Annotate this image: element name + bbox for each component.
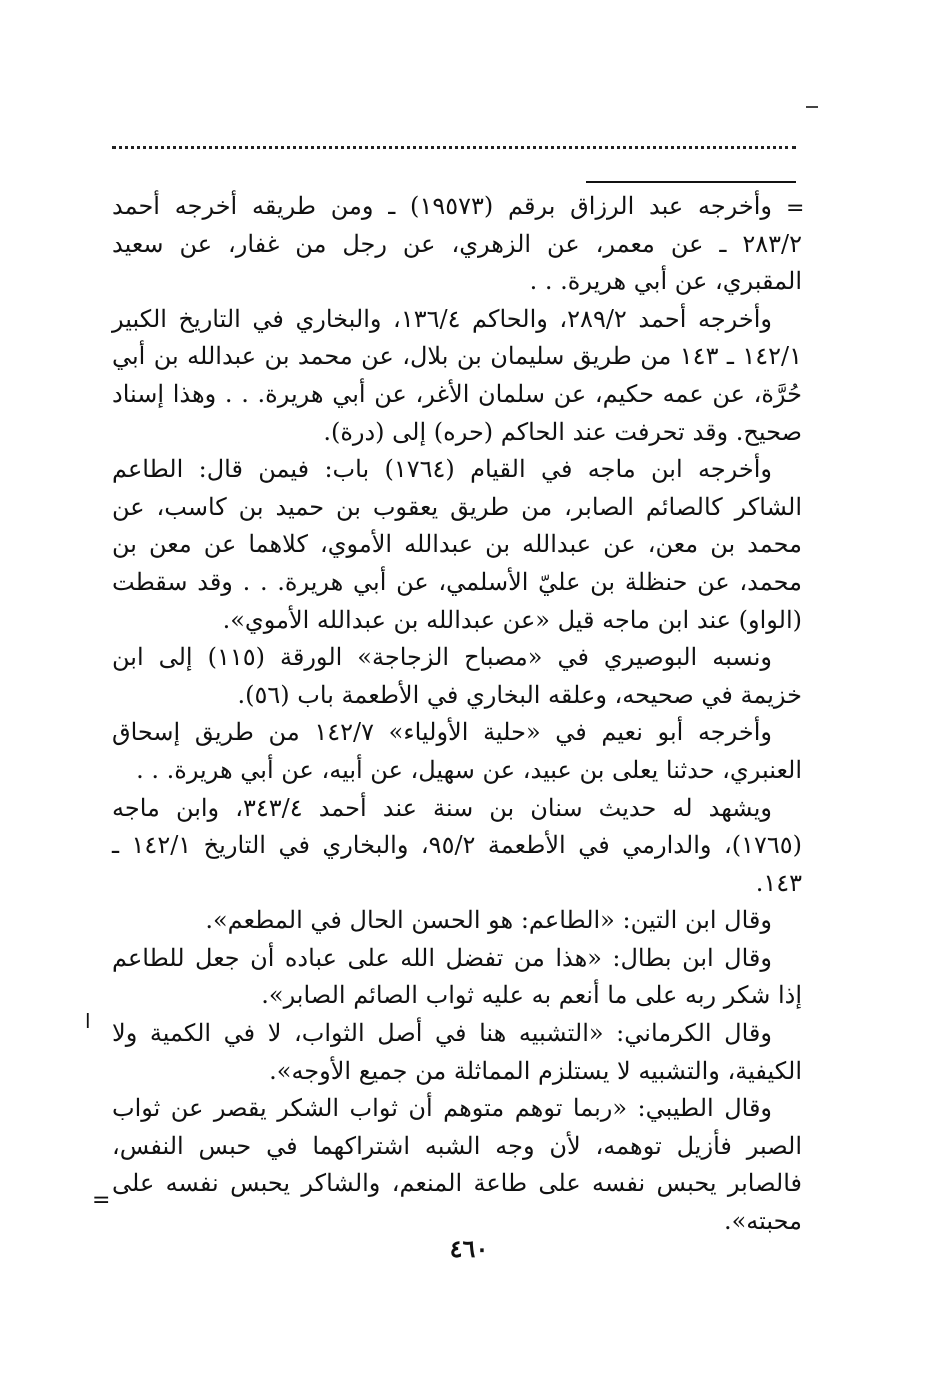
footnote-rule: [586, 181, 796, 183]
footnote-paragraph: وأخرجه أبو نعيم في «حلية الأولياء» ١٤٢/٧ من طريق إسحاق العنبري، حدثنا يعلى بن عبيد، عن سهيل، عن أبيه، عن أبي هريرة. . .: [112, 718, 802, 784]
footnote-paragraph: وأخرجه عبد الرزاق برقم (١٩٥٧٣) ـ ومن طريقه أخرجه أحمد ٢٨٣/٢ ـ عن معمر، عن الزهري، عن رجل من غفار، عن سعيد المقبري، عن أبي هريرة. . .: [112, 192, 802, 296]
footnote-paragraph: ونسبه البوصيري في «مصباح الزجاجة» الورقة (١١٥) إلى ابن خزيمة في صحيحه، وعلقه البخاري في الأطعمة باب (٥٦).: [112, 643, 802, 709]
footnote-paragraph: وقال الكرماني: «التشبيه هنا في أصل الثواب، لا في الكمية ولا الكيفية، والتشبيه لا يستلزم المماثلة من جميع الأوجه».: [112, 1019, 802, 1085]
page-number: ٤٦٠: [449, 1234, 489, 1263]
footnote-continuation-marker: =: [786, 196, 805, 221]
footnote-paragraph: وأخرجه أحمد ٢٨٩/٢، والحاكم ١٣٦/٤، والبخاري في التاريخ الكبير ١٤٢/١ ـ ١٤٣ من طريق سليمان بن بلال، عن محمد بن عبدالله بن أبي حُرَّة، عن عمه حكيم، عن سلمان الأغر، عن أبي هريرة. . . وهذا إسناد صحيح. وقد تحرفت عند الحاكم (حره) إلى (درة).: [112, 304, 803, 446]
footnote-paragraph: وقال ابن بطال: «هذا من تفضل الله على عباده أن جعل للطاعم إذا شكر ربه على ما أنعم به عليه ثواب الصائم الصابر».: [112, 943, 802, 1010]
footnote-paragraph: ويشهد له حديث سنان بن سنة عند أحمد ٣٤٣/٤، وابن ماجه (١٧٦٥)، والدارمي في الأطعمة ٩٥/٢، والبخاري في التاريخ ١٤٢/١ ـ ١٤٣.: [112, 793, 802, 897]
footnote-paragraph: وقال الطيبي: «ربما توهم متوهم أن ثواب الشكر يقصر عن ثواب الصبر فأزيل توهمه، لأن وجه الشبه اشتراكهما في حبس النفس، فالصابر يحبس نفسه على طاعة المنعم، والشاكر يحبس نفسه على محبته».: [112, 1094, 802, 1236]
footnote-paragraph: وأخرجه ابن ماجه في القيام (١٧٦٤) باب: فيمن قال: الطاعم الشاكر كالصائم الصابر، من طريق يعقوب بن حميد بن كاسب، عن محمد بن معن، عن عبدالله بن عبدالله الأموي، كلاهما عن معن بن محمد، عن حنظلة بن عليّ الأسلمي، عن أبي هريرة. . . وقد سقطت (الواو) عند ابن ماجه قيل «عن عبدالله بن عبدالله الأموي».: [112, 455, 802, 634]
header-dash: [806, 106, 818, 108]
footnote-text: [112, 188, 805, 1241]
footnote-paragraph: وقال ابن التين: «الطاعم: هو الحسن الحال في المطعم».: [205, 906, 772, 935]
footnote-continues-marker: =: [92, 1188, 111, 1213]
margin-mark: ا: [85, 1009, 91, 1033]
dotted-separator: [112, 146, 796, 149]
